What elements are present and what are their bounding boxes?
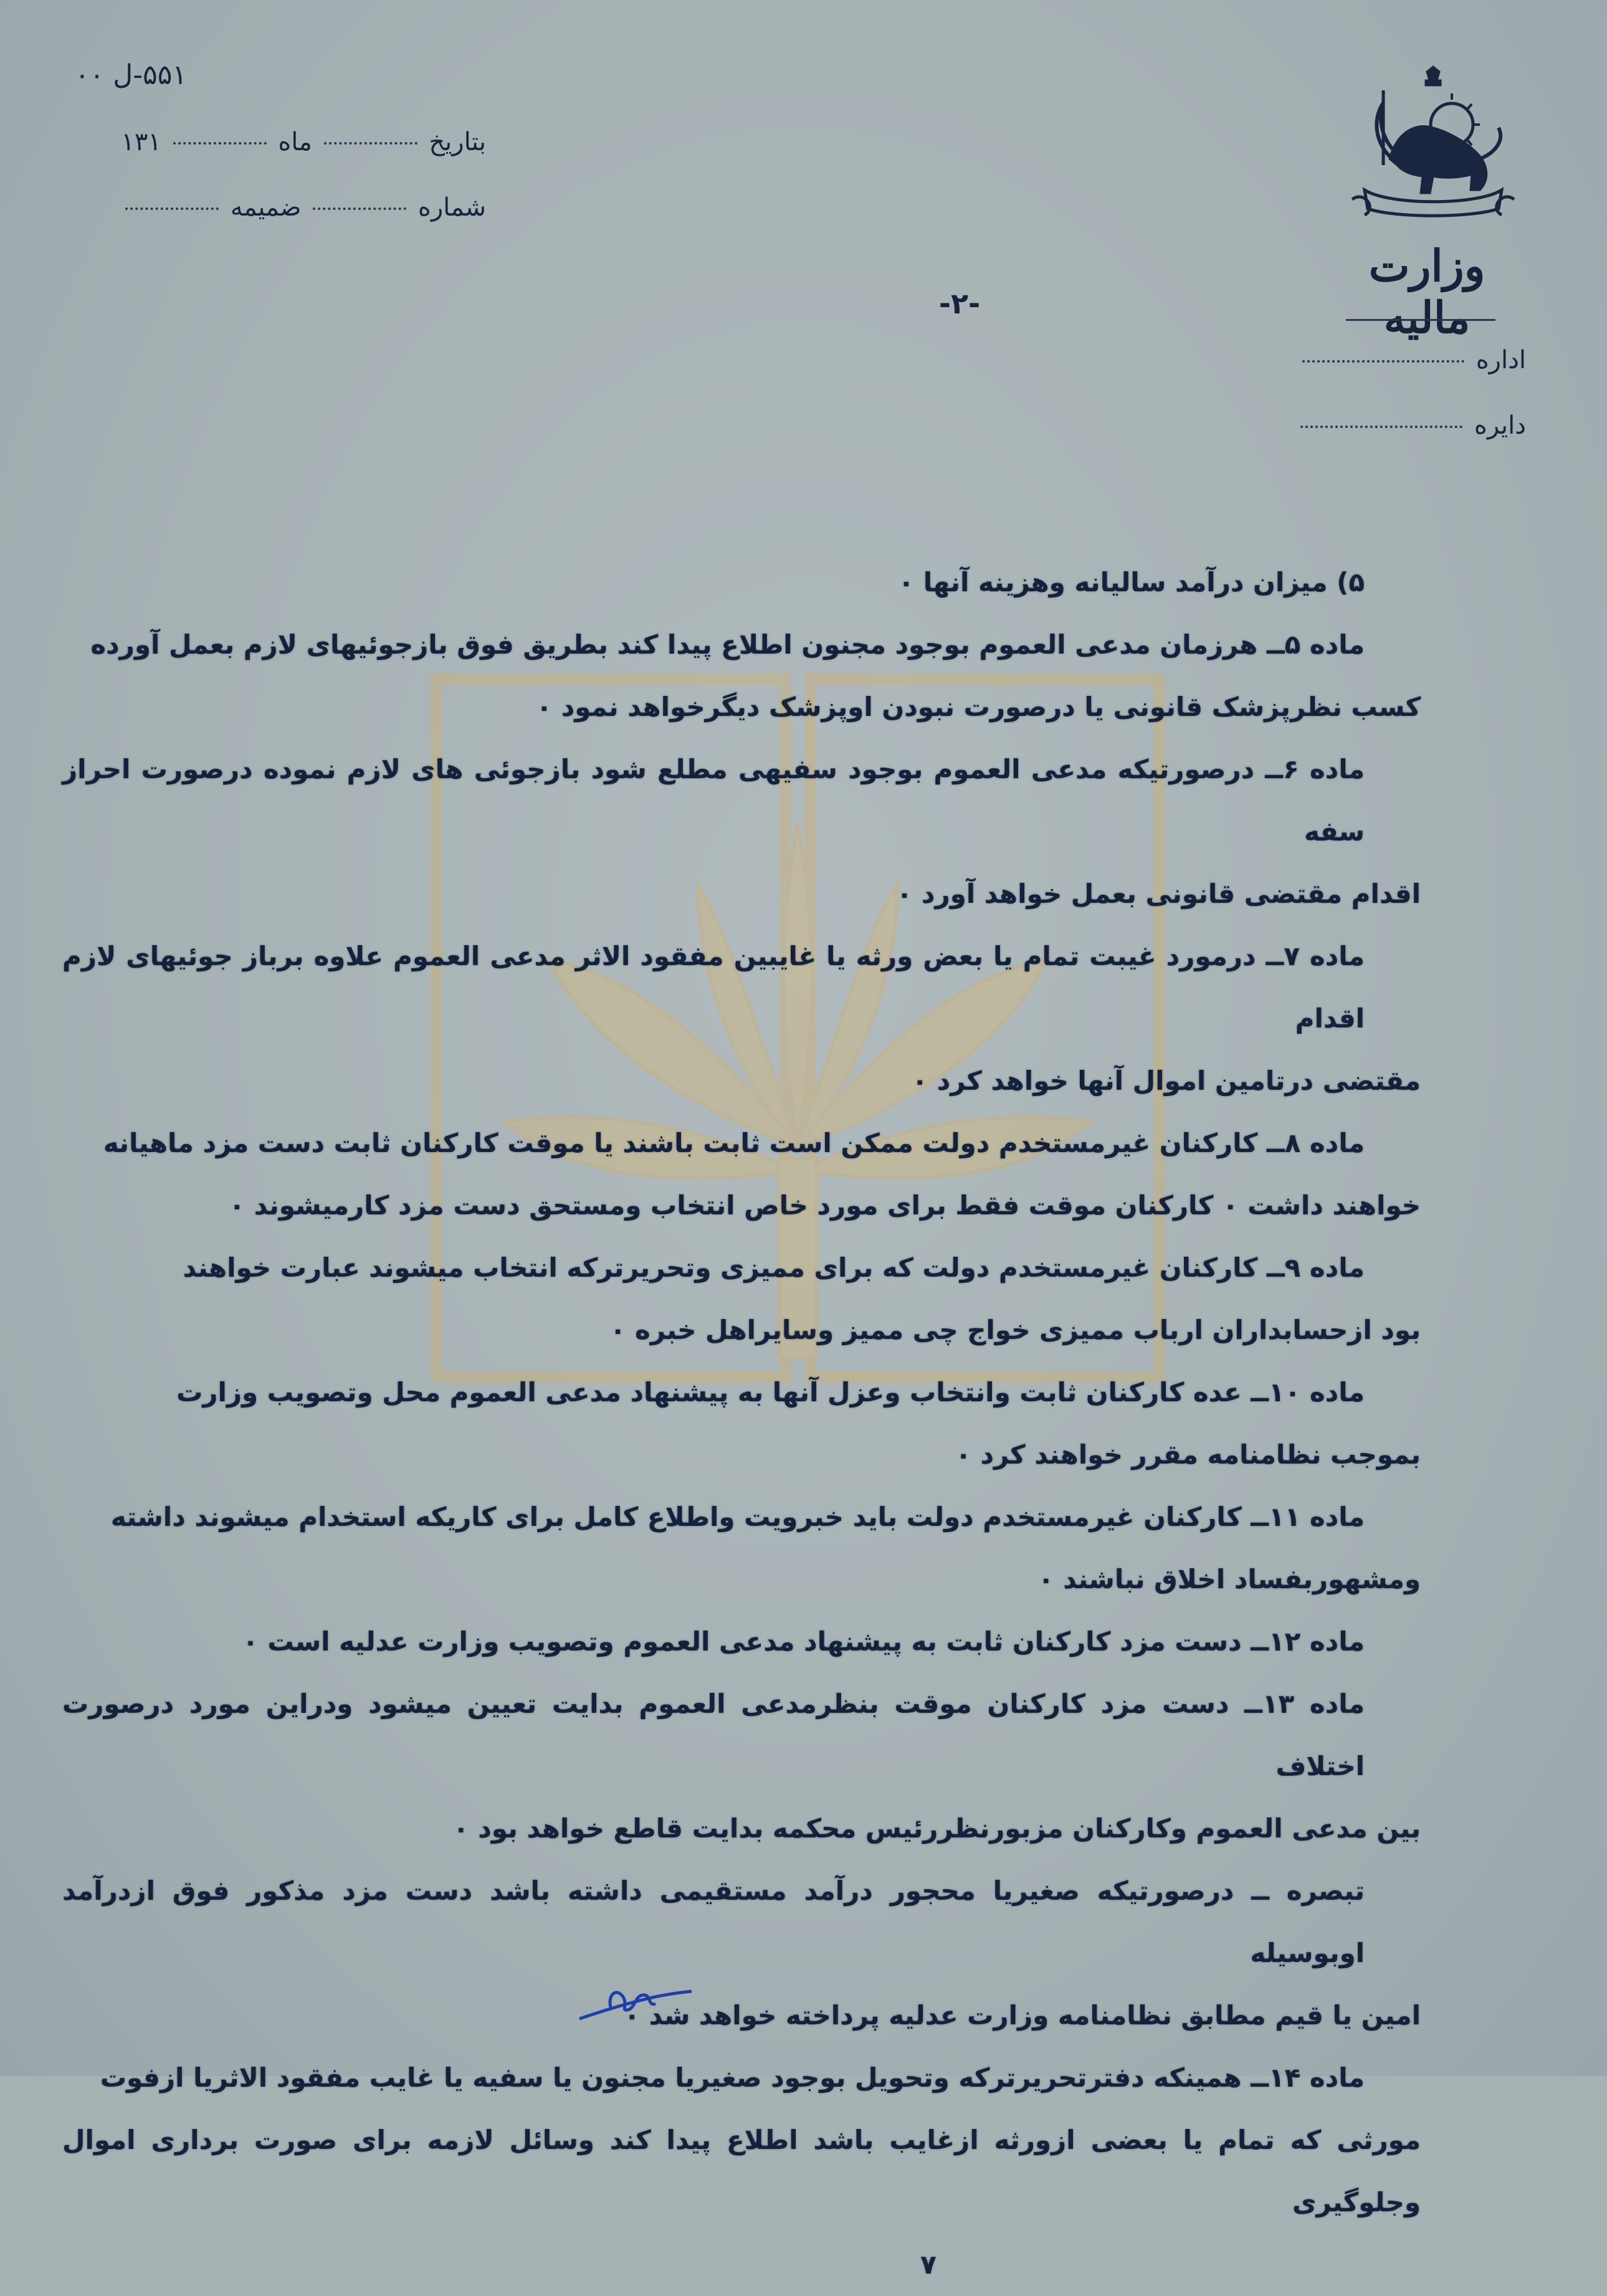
page-footer-number: ۷	[920, 2249, 937, 2280]
document-body	[62, 551, 1421, 2296]
body-line: مقتضی درتامین اموال آنها خواهد کرد ٠	[912, 1065, 1421, 1096]
number-field	[93, 193, 486, 222]
reference-number: ۵۵۱-ل ۰۰	[75, 59, 188, 91]
dotted-line	[125, 207, 219, 210]
body-line: بین مدعی العموم وکارکنان مزبورنظررئیس محکمه بدایت قاطع خواهد بود ٠	[452, 1813, 1421, 1844]
body-line: ماده ۱۱ــ کارکنان غیرمستخدم دولت باید خبرویت واطلاع کامل برای کاریکه استخدام میشوند داشته	[110, 1502, 1365, 1532]
body-line: کسب نظرپزشک قانونی یا درصورت نبودن اوپزشک دیگرخواهد نمود ٠	[536, 692, 1421, 722]
ministry-title: وزارت مالیه	[1368, 240, 1485, 343]
date-label: بتاریخ	[429, 128, 486, 156]
body-line: ومشهوربفساد اخلاق نباشند ٠	[1037, 1564, 1421, 1594]
body-line: ماده ۱۰ــ عده کارکنان ثابت وانتخاب وعزل آنها به پیشنهاد مدعی العموم محل وتصویب وزارت	[176, 1377, 1365, 1408]
body-line: ماده ۵ــ هرزمان مدعی العموم بوجود مجنون اطلاع پیدا کند بطریق فوق بازجوئیهای لازم بعمل آورده	[90, 629, 1365, 660]
signature-icon	[573, 1969, 698, 2037]
body-line: خواهند داشت ٠ کارکنان موقت فقط برای مورد خاص انتخاب ومستحق دست مزد کارمیشوند ٠	[229, 1190, 1421, 1221]
office-field	[1264, 346, 1526, 374]
year-value: ۱۳۱	[121, 128, 161, 156]
divider	[1346, 319, 1495, 321]
dotted-line	[1302, 360, 1464, 363]
body-line: امین یا قیم مطابق نظامنامه وزارت عدلیه پرداخته خواهد شد ٠	[624, 2000, 1421, 2031]
lion-and-sun-emblem-icon	[1340, 65, 1527, 227]
dotted-line	[1300, 426, 1462, 428]
body-line: ماده ۸ــ کارکنان غیرمستخدم دولت ممکن است ثابت باشند یا موقت کارکنان ثابت دست مزد ماهیانه	[103, 1128, 1365, 1158]
body-line: ماده ۶ــ درصورتیکه مدعی العموم بوجود سفیهی مطلع شود بازجوئی های لازم نموده درصورت احراز سفه	[62, 754, 1365, 847]
page-number: -۲-	[938, 287, 981, 320]
body-line: ماده ۱۲ــ دست مزد کارکنان ثابت به پیشنهاد مدعی العموم وتصویب وزارت عدلیه است ٠	[242, 1626, 1365, 1657]
month-label: ماه	[278, 128, 312, 156]
dotted-line	[173, 142, 267, 145]
number-label: شماره	[417, 193, 486, 222]
body-line: مورثی که تمام یا بعضی ازورثه ازغایب باشد اطلاع پیدا کند وسائل لازمه برای صورت برداری اموال وجلوگیری	[62, 2125, 1421, 2217]
body-line: بود ازحسابداران ارباب ممیزی خواج چی ممیز وسایراهل خبره ٠	[609, 1315, 1421, 1345]
body-line: تبصره ــ درصورتیکه صغیریا محجور درآمد مستقیمی داشته باشد دست مزد مذکور فوق ازدرآمد اوبوسیله	[62, 1875, 1365, 1968]
body-line: بموجب نظامنامه مقرر خواهند کرد ٠	[955, 1439, 1421, 1470]
attachment-label: ضمیمه	[230, 193, 302, 222]
section-field	[1264, 411, 1526, 440]
dotted-line	[324, 142, 417, 145]
section-label: دایره	[1474, 411, 1526, 440]
body-line: ماده ۷ــ درمورد غیبت تمام یا بعض ورثه یا غایبین مفقود الاثر مدعی العموم علاوه برباز جوئیهای لازم اقدام	[62, 941, 1365, 1034]
office-label: اداره	[1476, 346, 1526, 374]
body-line: ماده ۱۴ــ همینکه دفترتحریرترکه وتحویل بوجود صغیریا مجنون یا سفیه یا غایب مفقود الاثریا ازفوت	[100, 2062, 1365, 2093]
dotted-line	[313, 207, 406, 210]
body-line: ماده ۹ــ کارکنان غیرمستخدم دولت که برای ممیزی وتحریرترکه انتخاب میشوند عبارت خواهند	[183, 1252, 1365, 1283]
date-field	[75, 128, 486, 156]
body-line: ماده ۱۳ــ دست مزد کارکنان موقت بنظرمدعی العموم بدایت تعیین میشود ودراین مورد درصورت اختلاف	[62, 1689, 1365, 1781]
body-line: اقدام مقتضی قانونی بعمل خواهد آورد ٠	[896, 879, 1421, 909]
body-line: ۵) میزان درآمد سالیانه وهزینه آنها ٠	[898, 567, 1365, 598]
